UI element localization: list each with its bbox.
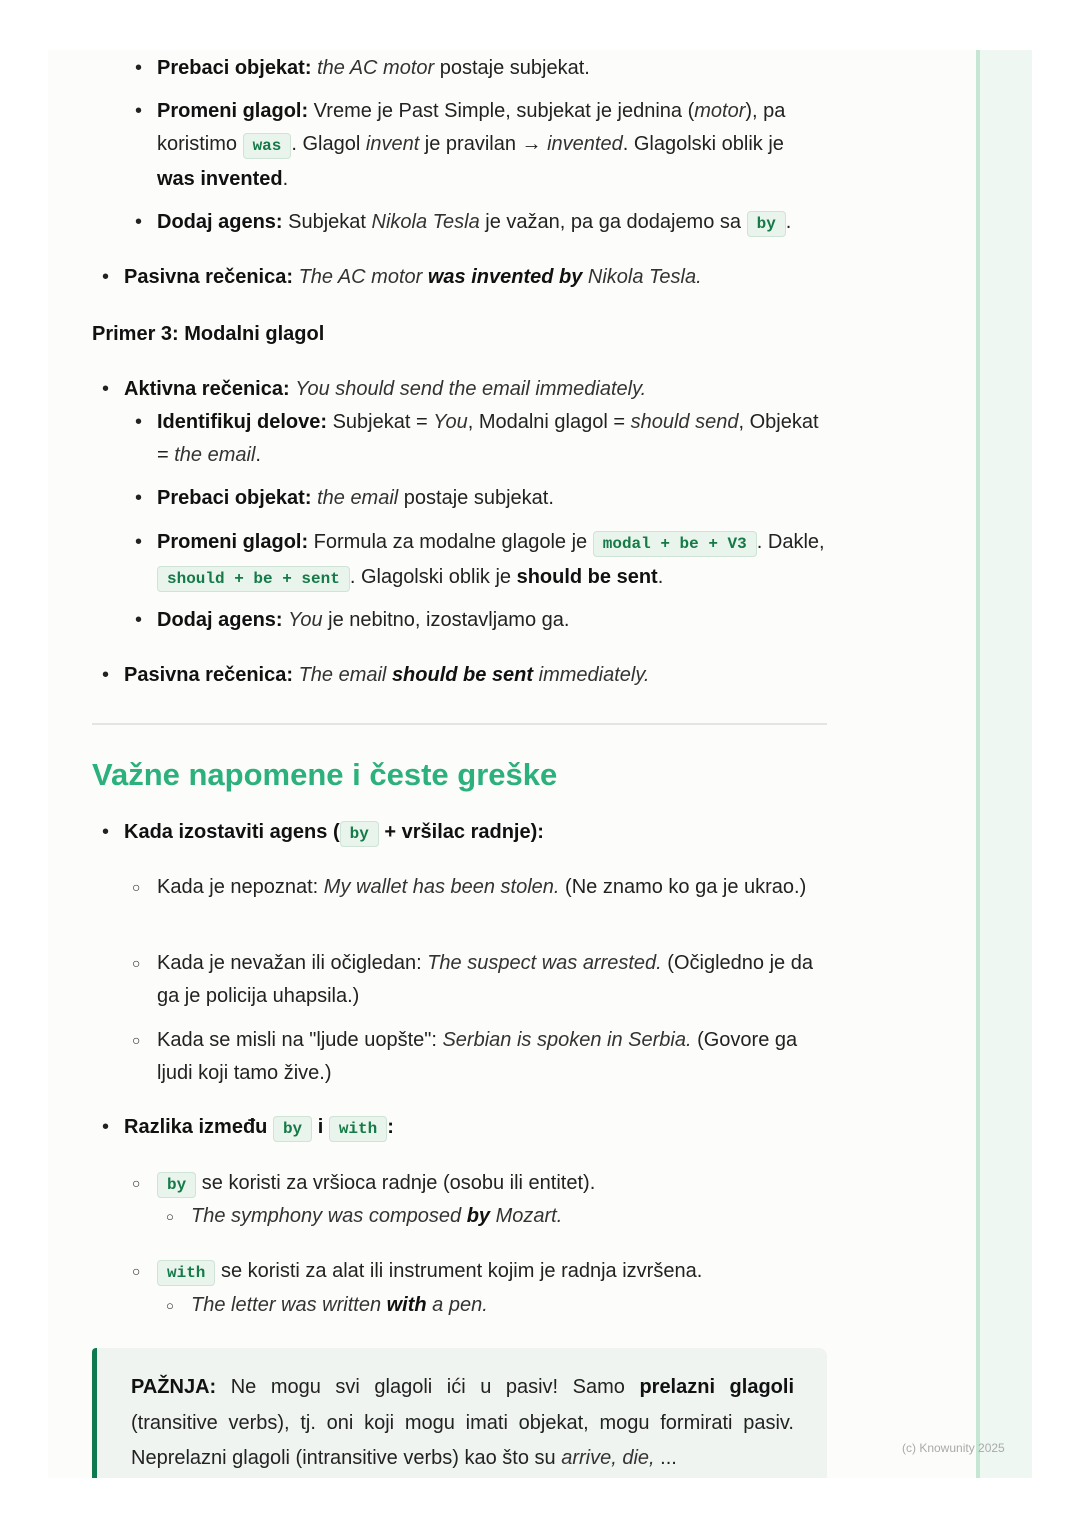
text-segment: Primer 3: Modalni glagol: [92, 323, 325, 345]
text-segment: Nikola Tesla.: [582, 266, 702, 288]
text-segment: Kada izostaviti agens (: [124, 821, 340, 843]
text-segment: Pasivna rečenica:: [124, 664, 293, 686]
text-segment: arrive, die,: [561, 1447, 655, 1469]
text-segment: Mozart.: [490, 1205, 563, 1227]
text-segment: (Ne znamo ko ga je ukrao.): [559, 876, 807, 898]
text-segment: .: [785, 211, 792, 233]
list-item: [157, 604, 825, 637]
text-segment: PAŽNJA:: [131, 1376, 217, 1398]
text-segment: Vreme je Past Simple, subjekat je jednina (: [308, 100, 695, 122]
text-segment: . Dakle,: [756, 531, 825, 553]
copyright-text: (c) Knowunity 2025: [902, 1441, 1005, 1455]
text-segment: Prebaci objekat:: [157, 487, 312, 509]
text-segment: Subjekat: [282, 211, 372, 233]
text-segment: the AC motor: [317, 57, 435, 79]
text-segment: Promeni glagol:: [157, 100, 309, 122]
text-segment: . Glagolski oblik je: [349, 566, 517, 588]
list-item: [191, 1289, 821, 1322]
text-segment: i: [312, 1116, 329, 1138]
text-segment: with: [386, 1294, 427, 1316]
text-segment: .: [282, 168, 289, 190]
text-segment: se koristi za vršioca radnje (osobu ili entitet).: [196, 1172, 596, 1194]
text-segment: je nebitno, izostavljamo ga.: [322, 609, 570, 631]
inline-code: by: [157, 1172, 196, 1198]
text-segment: immediately.: [533, 664, 650, 686]
list-item: [157, 95, 825, 196]
list-item: [157, 482, 825, 515]
text-segment: Kada je nevažan ili očigledan:: [157, 952, 428, 974]
text-segment: the email: [174, 444, 256, 466]
text-segment: . Glagolski oblik je: [622, 133, 784, 155]
text-segment: Nikola Tesla: [371, 211, 480, 233]
text-segment: Formula za modalne glagole je: [308, 531, 593, 553]
text-segment: + vršilac radnje):: [378, 821, 544, 843]
text-segment: je pravilan →: [419, 133, 548, 155]
text-segment: a pen.: [426, 1294, 488, 1316]
text-segment: You: [433, 411, 468, 433]
text-segment: Promeni glagol:: [157, 531, 309, 553]
text-segment: .: [255, 444, 261, 466]
section-divider: [92, 723, 827, 725]
text-segment: .: [657, 566, 664, 588]
text-segment: was invented: [157, 168, 283, 190]
inline-code: by: [273, 1116, 312, 1142]
inline-code: modal + be + V3: [593, 531, 757, 557]
list-item: [157, 871, 825, 904]
text-segment: (transitive verbs), tj. oni koji mogu imati objekat, mogu formirati pasiv. Neprelazni glagoli (intransitive verbs) kao što su: [131, 1411, 794, 1469]
text-segment: ), pa koristimo: [157, 100, 786, 155]
text-segment: should be sent: [391, 664, 534, 686]
text-segment: invent: [365, 133, 420, 155]
text-segment: the email: [317, 487, 399, 509]
text-segment: Serbian is spoken in Serbia.: [442, 1029, 692, 1051]
text-segment: You should send the email immediately.: [295, 378, 647, 400]
text-segment: Ne mogu svi glagoli ići u pasiv! Samo: [216, 1376, 640, 1398]
list-item: [124, 816, 824, 851]
text-segment: should send: [630, 411, 739, 433]
inline-code: by: [747, 211, 786, 237]
list-item: [157, 406, 825, 472]
text-segment: Prebaci objekat:: [157, 57, 312, 79]
text-segment: , Modalni glagol =: [467, 411, 631, 433]
list-item: [157, 206, 825, 241]
text-segment: was invented by: [427, 266, 583, 288]
text-segment: motor: [694, 100, 746, 122]
inline-code: with: [329, 1116, 387, 1142]
text-segment: The suspect was arrested.: [427, 952, 662, 974]
list-item: [124, 373, 824, 406]
text-segment: The letter was written: [191, 1294, 387, 1316]
list-item: [157, 947, 825, 1013]
text-segment: :: [387, 1116, 394, 1138]
text-segment: . Glagol: [291, 133, 366, 155]
text-segment: prelazni glagoli: [639, 1376, 794, 1398]
section-heading: Važne napomene i česte greške: [92, 757, 558, 792]
text-segment: postaje subjekat.: [434, 57, 590, 79]
inline-code: by: [340, 821, 379, 847]
list-item: [124, 1111, 824, 1146]
text-segment: Subjekat =: [327, 411, 434, 433]
text-segment: Dodaj agens:: [157, 211, 283, 233]
text-segment: (Govore ga ljudi koji tamo žive.): [157, 1029, 798, 1084]
text-segment: by: [466, 1205, 491, 1227]
text-segment: You: [288, 609, 323, 631]
text-segment: Identifikuj delove:: [157, 411, 328, 433]
list-item: [157, 52, 825, 85]
subheading: [92, 318, 832, 351]
text-segment: Kada je nepoznat:: [157, 876, 324, 898]
text-segment: ...: [654, 1447, 677, 1469]
text-segment: je važan, pa ga dodajemo sa: [479, 211, 747, 233]
text-segment: postaje subjekat.: [398, 487, 554, 509]
text-segment: The email: [298, 664, 392, 686]
list-item: [157, 1255, 825, 1290]
text-segment: Razlika između: [124, 1116, 273, 1138]
side-margin-strip: [976, 50, 1032, 1478]
text-segment: se koristi za alat ili instrument kojim je radnja izvršena.: [215, 1260, 703, 1282]
text-segment: Aktivna rečenica:: [124, 378, 290, 400]
list-item: [124, 261, 824, 294]
text-segment: , Objekat =: [157, 411, 819, 466]
text-segment: (Očigledno je da ga je policija uhapsila.): [157, 952, 813, 1007]
inline-code: should + be + sent: [157, 566, 350, 592]
list-item: [157, 1167, 825, 1202]
warning-callout: [92, 1348, 827, 1478]
text-segment: Dodaj agens:: [157, 609, 283, 631]
text-segment: Kada se misli na "ljude uopšte":: [157, 1029, 443, 1051]
list-item: [191, 1200, 821, 1233]
text-segment: The AC motor: [298, 266, 428, 288]
text-segment: invented: [547, 133, 623, 155]
text-segment: should be sent: [516, 566, 658, 588]
list-item: [157, 1024, 825, 1090]
text-segment: My wallet has been stolen.: [323, 876, 560, 898]
list-item: [124, 659, 824, 692]
inline-code: with: [157, 1260, 215, 1286]
text-segment: Pasivna rečenica:: [124, 266, 293, 288]
inline-code: was: [243, 133, 292, 159]
text-segment: The symphony was composed: [191, 1205, 467, 1227]
list-item: [157, 526, 825, 596]
